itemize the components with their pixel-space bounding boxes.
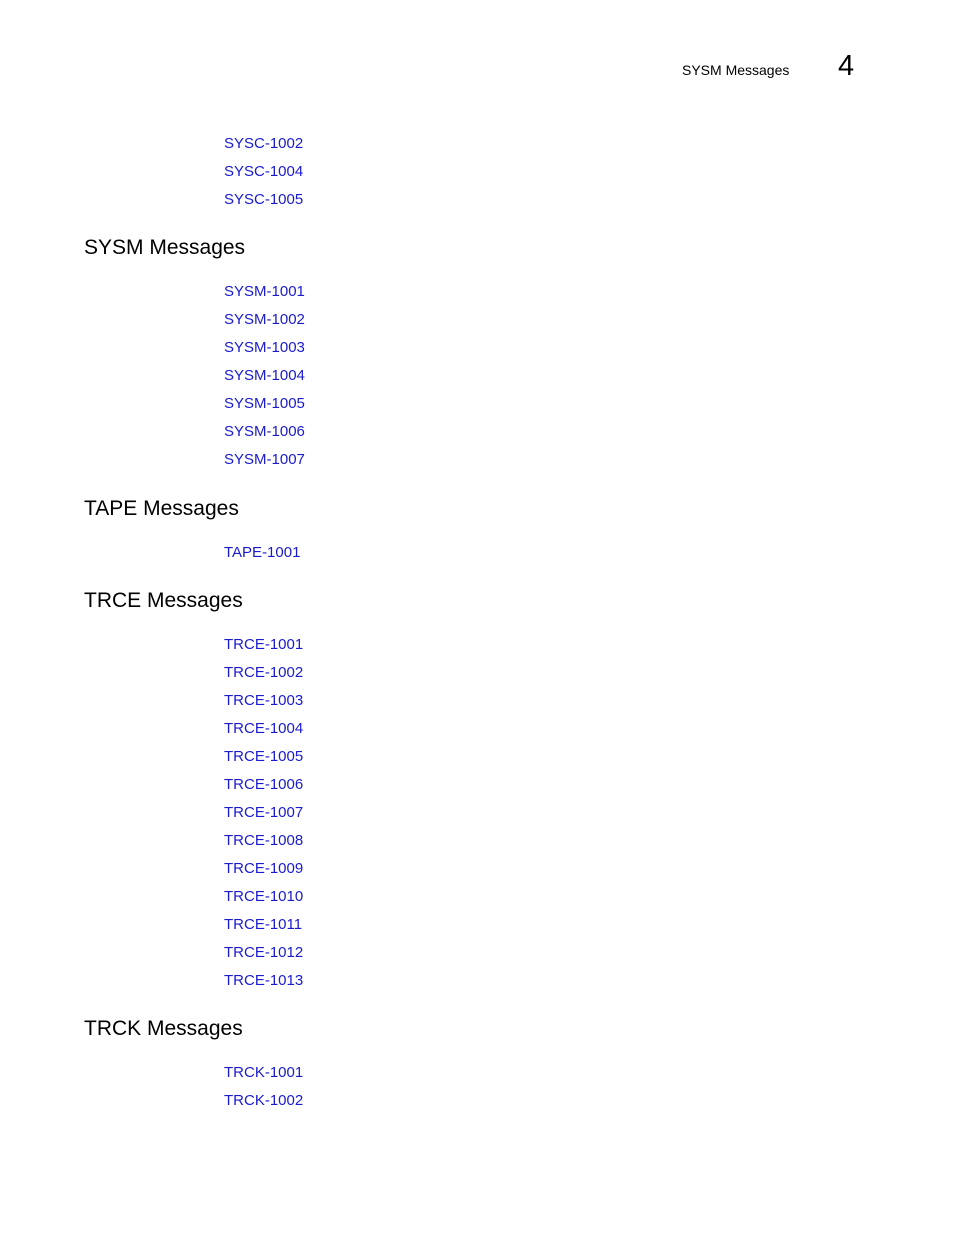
message-link[interactable]: SYSM-1005 xyxy=(224,395,305,412)
list-item xyxy=(224,390,305,418)
list-item xyxy=(224,186,303,214)
section-title-tape: TAPE Messages xyxy=(84,497,239,520)
message-link[interactable]: TRCE-1001 xyxy=(224,636,304,653)
message-link[interactable]: SYSC-1002 xyxy=(224,135,304,152)
running-header: SYSM Messages xyxy=(682,62,790,78)
message-link[interactable]: TRCK-1002 xyxy=(224,1092,304,1109)
list-item xyxy=(224,827,303,855)
list-item xyxy=(224,659,303,687)
message-link[interactable]: TRCK-1001 xyxy=(224,1064,304,1081)
message-link[interactable]: TRCE-1008 xyxy=(224,832,304,849)
list-item xyxy=(224,883,303,911)
trck-link-list xyxy=(224,1059,303,1115)
list-item xyxy=(224,306,305,334)
list-item xyxy=(224,446,305,474)
tape-link-list xyxy=(224,539,300,567)
message-link[interactable]: TRCE-1005 xyxy=(224,748,304,765)
list-item xyxy=(224,631,303,659)
trce-link-list xyxy=(224,631,303,995)
list-item xyxy=(224,799,303,827)
message-link[interactable]: TRCE-1006 xyxy=(224,776,304,793)
section-title-trce: TRCE Messages xyxy=(84,589,243,612)
message-link[interactable]: TRCE-1003 xyxy=(224,692,304,709)
list-item xyxy=(224,687,303,715)
list-item xyxy=(224,855,303,883)
message-link[interactable]: SYSC-1005 xyxy=(224,191,304,208)
section-title-trck: TRCK Messages xyxy=(84,1017,243,1040)
message-link[interactable]: TRCE-1007 xyxy=(224,804,304,821)
message-link[interactable]: SYSM-1007 xyxy=(224,451,305,468)
message-link[interactable]: SYSM-1004 xyxy=(224,367,305,384)
chapter-number: 4 xyxy=(838,50,855,82)
message-link[interactable]: TRCE-1004 xyxy=(224,720,304,737)
list-item xyxy=(224,1087,303,1115)
list-item xyxy=(224,130,303,158)
message-link[interactable]: TRCE-1009 xyxy=(224,860,304,877)
list-item xyxy=(224,967,303,995)
list-item xyxy=(224,1059,303,1087)
message-link[interactable]: SYSM-1001 xyxy=(224,283,305,300)
list-item xyxy=(224,158,303,186)
message-link[interactable]: TRCE-1011 xyxy=(224,916,303,933)
message-link[interactable]: TRCE-1010 xyxy=(224,888,304,905)
list-item xyxy=(224,334,305,362)
list-item xyxy=(224,771,303,799)
message-link[interactable]: TRCE-1002 xyxy=(224,664,304,681)
list-item xyxy=(224,362,305,390)
section-title-sysm: SYSM Messages xyxy=(84,236,246,259)
message-link[interactable]: SYSM-1003 xyxy=(224,339,305,356)
message-link[interactable]: TRCE-1013 xyxy=(224,972,304,989)
list-item xyxy=(224,539,300,567)
sysm-link-list xyxy=(224,278,305,474)
list-item xyxy=(224,418,305,446)
message-link[interactable]: SYSM-1002 xyxy=(224,311,305,328)
message-link[interactable]: TAPE-1001 xyxy=(224,544,301,561)
list-item xyxy=(224,278,305,306)
sysc-link-list xyxy=(224,130,303,214)
list-item xyxy=(224,939,303,967)
list-item xyxy=(224,743,303,771)
list-item xyxy=(224,911,303,939)
message-link[interactable]: SYSC-1004 xyxy=(224,163,304,180)
message-link[interactable]: TRCE-1012 xyxy=(224,944,304,961)
message-link[interactable]: SYSM-1006 xyxy=(224,423,305,440)
list-item xyxy=(224,715,303,743)
